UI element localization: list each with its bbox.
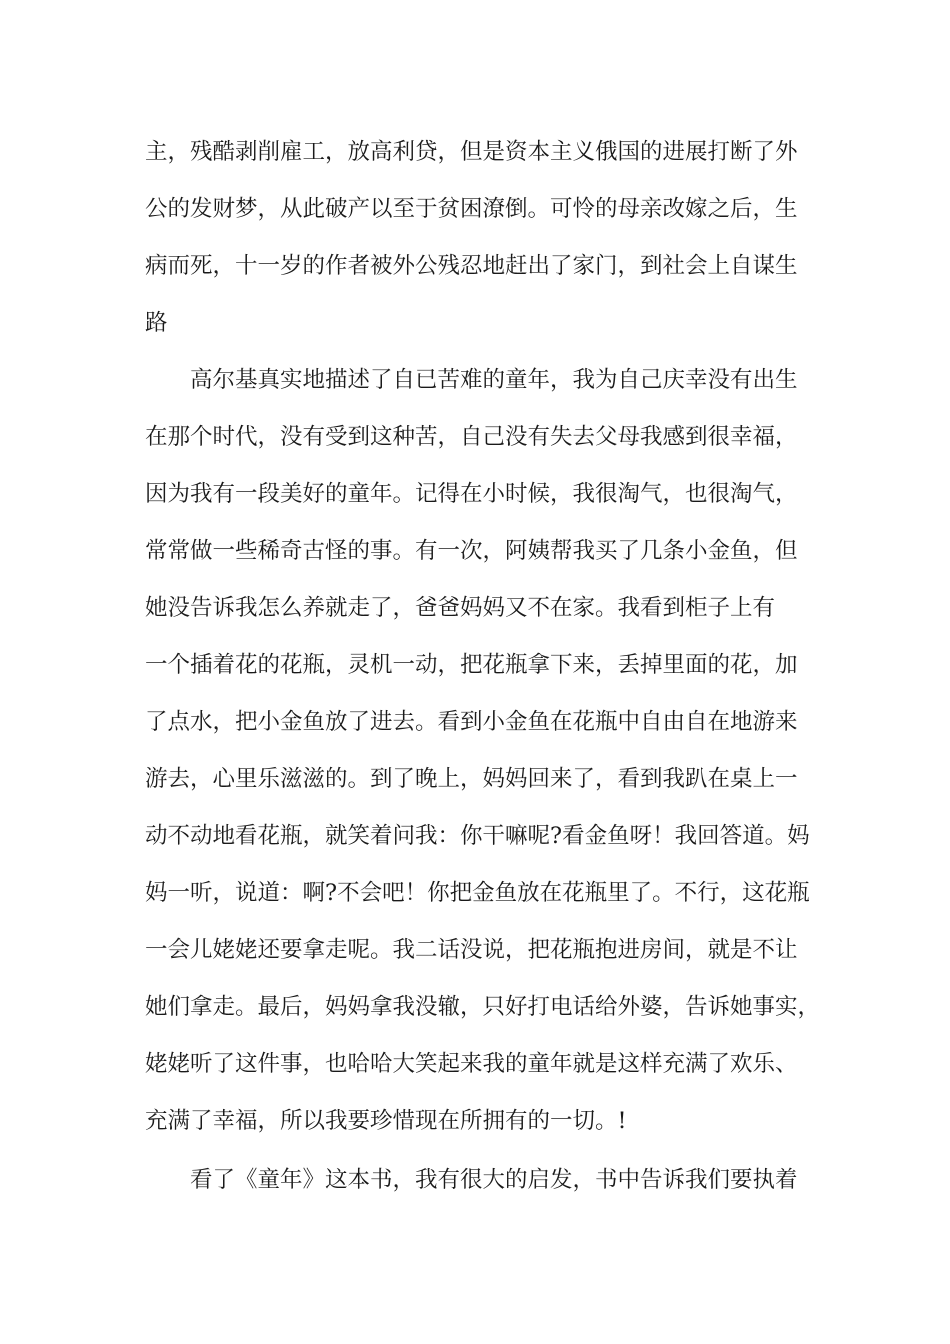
paragraph-2-line-4: 常常做一些稀奇古怪的事。有一次，阿姨帮我买了几条小金鱼，但 (145, 538, 798, 564)
paragraph-2-line-5: 她没告诉我怎么养就走了，爸爸妈妈又不在家。我看到柜子上有 (145, 595, 776, 621)
paragraph-1-line-3: 病而死，十一岁的作者被外公残忍地赶出了家门，到社会上自谋生 (145, 253, 798, 279)
paragraph-1-line-2: 公的发财梦，从此破产以至于贫困潦倒。可怜的母亲改嫁之后，生 (145, 196, 798, 222)
paragraph-2-line-11: 一会儿姥姥还要拿走呢。我二话没说，把花瓶抱进房间，就是不让 (145, 937, 798, 963)
paragraph-2-line-7: 了点水，把小金鱼放了进去。看到小金鱼在花瓶中自由自在地游来 (145, 709, 798, 735)
paragraph-2-line-2: 在那个时代，没有受到这种苦，自己没有失去父母我感到很幸福， (145, 424, 798, 450)
paragraph-1-line-4: 路 (145, 310, 168, 336)
paragraph-2-line-8: 游去，心里乐滋滋的。到了晚上，妈妈回来了，看到我趴在桌上一 (145, 766, 798, 792)
paragraph-2-line-14: 充满了幸福，所以我要珍惜现在所拥有的一切。! (145, 1108, 627, 1134)
paragraph-2-line-10: 妈一听，说道：啊?不会吧！你把金鱼放在花瓶里了。不行，这花瓶 (145, 880, 810, 906)
paragraph-2-line-3: 因为我有一段美好的童年。记得在小时候，我很淘气，也很淘气， (145, 481, 798, 507)
paragraph-1-line-1: 主，残酷剥削雇工，放高利贷，但是资本主义俄国的进展打断了外 (145, 139, 798, 165)
paragraph-2-line-6: 一个插着花的花瓶，灵机一动，把花瓶拿下来，丢掉里面的花，加 (145, 652, 798, 678)
paragraph-2-line-9: 动不动地看花瓶，就笑着问我：你干嘛呢?看金鱼呀！我回答道。妈 (145, 823, 810, 849)
paragraph-2-line-13: 姥姥听了这件事，也哈哈大笑起来我的童年就是这样充满了欢乐、 (145, 1051, 798, 1077)
paragraph-3-line-1: 看了《童年》这本书，我有很大的启发，书中告诉我们要执着 (190, 1167, 798, 1193)
paragraph-2-line-1: 高尔基真实地描述了自已苦难的童年，我为自己庆幸没有出生 (190, 367, 798, 393)
paragraph-2-line-12: 她们拿走。最后，妈妈拿我没辙，只好打电话给外婆，告诉她事实， (145, 994, 821, 1020)
